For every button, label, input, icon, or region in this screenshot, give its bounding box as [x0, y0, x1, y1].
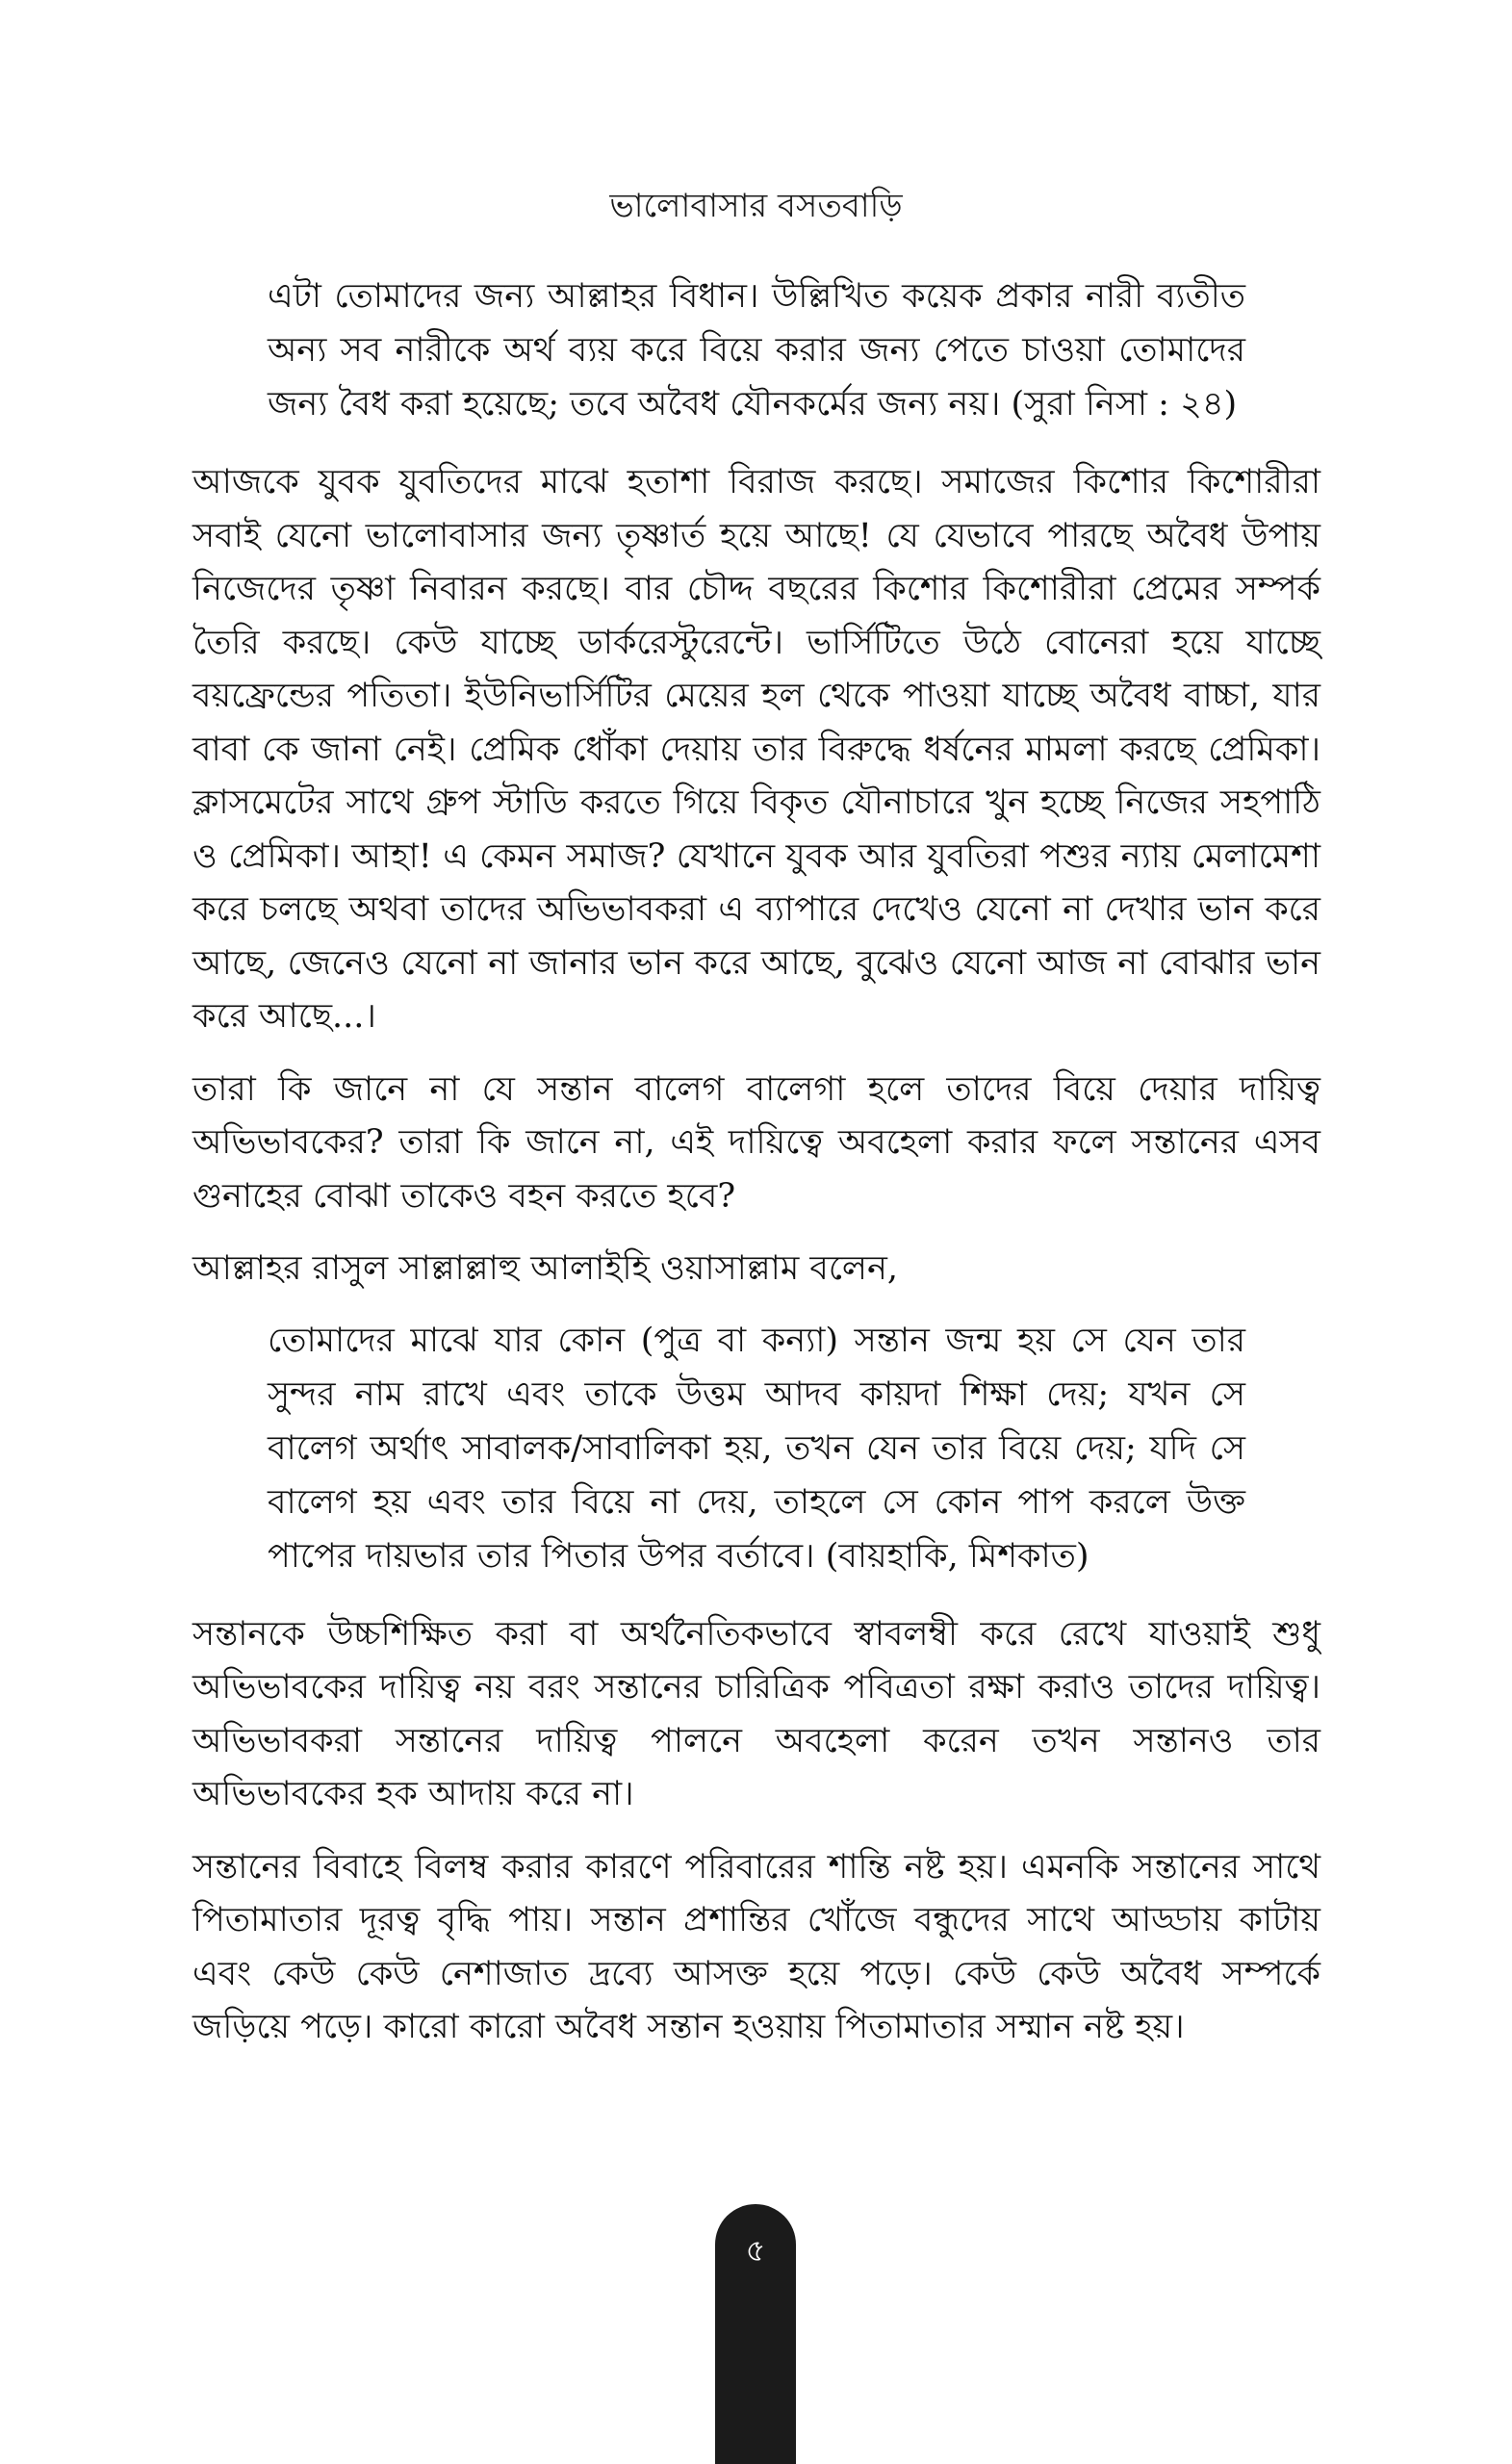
paragraph-parental-duty: তারা কি জানে না যে সন্তান বালেগ বালেগা হলে তাদের বিয়ে দেয়ার দায়িত্ব অভিভাবকের? তারা কি জানে না, এই দায়িত্বে অবহেলা করার ফলে সন্তানের এসব গুনাহের বোঝা তাকেও বহন করতে হবে? [192, 1069, 1320, 1216]
block-quote-hadith: তোমাদের মাঝে যার কোন (পুত্র বা কন্যা) সন্তান জন্ম হয় সে যেন তার সুন্দর নাম রাখে এবং তাকে উত্তম আদব কায়দা শিক্ষা দেয়; যখন সে বালেগ অর্থাৎ সাবালক/সাবালিকা হয়, তখন যেন তার বিয়ে দেয়; যদি সে বালেগ হয় এবং তার বিয়ে না দেয়, তাহলে সে কোন পাপ করলে উক্ত পাপের দায়ভার তার পিতার উপর বর্তাবে। (বায়হাকি, মিশকাত) [268, 1321, 1245, 1576]
paragraph-delayed-marriage: সন্তানের বিবাহে বিলম্ব করার কারণে পরিবারের শান্তি নষ্ট হয়। এমনকি সন্তানের সাথে পিতামাতার দূরত্ব বৃদ্ধি পায়। সন্তান প্রশান্তির খোঁজে বন্ধুদের সাথে আড্ডায় কাটায় এবং কেউ কেউ নেশাজাত দ্রব্যে আসক্ত হয়ে পড়ে। কেউ কেউ অবৈধ সম্পর্কে জড়িয়ে পড়ে। কারো কারো অবৈধ সন্তান হওয়ায় পিতামাতার সম্মান নষ্ট হয়। [192, 1847, 1320, 2046]
paragraph-guardian-responsibility: সন্তানকে উচ্চশিক্ষিত করা বা অর্থনৈতিকভাবে স্বাবলম্বী করে রেখে যাওয়াই শুধু অভিভাবকের দায়িত্ব নয় বরং সন্তানের চারিত্রিক পবিত্রতা রক্ষা করাও তাদের দায়িত্ব। অভিভাবকরা সন্তানের দায়িত্ব পালনে অবহেলা করেন তখন সন্তানও তার অভিভাবকের হক আদায় করে না। [192, 1614, 1320, 1813]
running-header-title: ভালোবাসার বসতবাড়ি [609, 187, 903, 225]
block-quote-quran: এটা তোমাদের জন্য আল্লাহর বিধান। উল্লিখিত কয়েক প্রকার নারী ব্যতীত অন্য সব নারীকে অর্থ ব্যয় করে বিয়ে করার জন্য পেতে চাওয়া তোমাদের জন্য বৈধ করা হয়েছে; তবে অবৈধ যৌনকর্মের জন্য নয়। (সুরা নিসা : ২৪) [268, 277, 1245, 424]
page-number: ৫ [745, 2232, 766, 2269]
paragraph-youth-despair: আজকে যুবক যুবতিদের মাঝে হতাশা বিরাজ করছে। সমাজের কিশোর কিশোরীরা সবাই যেনো ভালোবাসার জন্য তৃষ্ণার্ত হয়ে আছে! যে যেভাবে পারছে অবৈধ উপায় নিজেদের তৃষ্ণা নিবারন করছে। বার চৌদ্দ বছরের কিশোর কিশোরীরা প্রেমের সম্পর্ক তৈরি করছে। কেউ যাচ্ছে ডার্করেস্টুরেন্টে। ভার্সিটিতে উঠে বোনেরা হয়ে যাচ্ছে বয়ফ্রেন্ডের পতিতা। ইউনিভার্সিটির মেয়ের হল থেকে পাওয়া যাচ্ছে অবৈধ বাচ্চা, যার বাবা কে জানা নেই। প্রেমিক ধোঁকা দেয়ায় তার বিরুদ্ধে ধর্ষনের মামলা করছে প্রেমিকা। ক্লাসমেটের সাথে গ্রুপ স্টাডি করতে গিয়ে বিকৃত যৌনাচারে খুন হচ্ছে নিজের সহপাঠি ও প্রেমিকা। আহা! এ কেমন সমাজ? যেখানে যুবক আর যুবতিরা পশুর ন্যায় মেলামেশা করে চলছে অথবা তাদের অভিভাবকরা এ ব্যাপারে দেখেও যেনো না দেখার ভান করে আছে, জেনেও যেনো না জানার ভান করে আছে, বুঝেও যেনো আজ না বোঝার ভান করে আছে...। [192, 463, 1320, 1036]
page-body [192, 270, 1320, 2074]
paragraph-hadith-intro: আল্লাহর রাসুল সাল্লাল্লাহু আলাইহি ওয়াসাল্লাম বলেন, [192, 1249, 899, 1288]
